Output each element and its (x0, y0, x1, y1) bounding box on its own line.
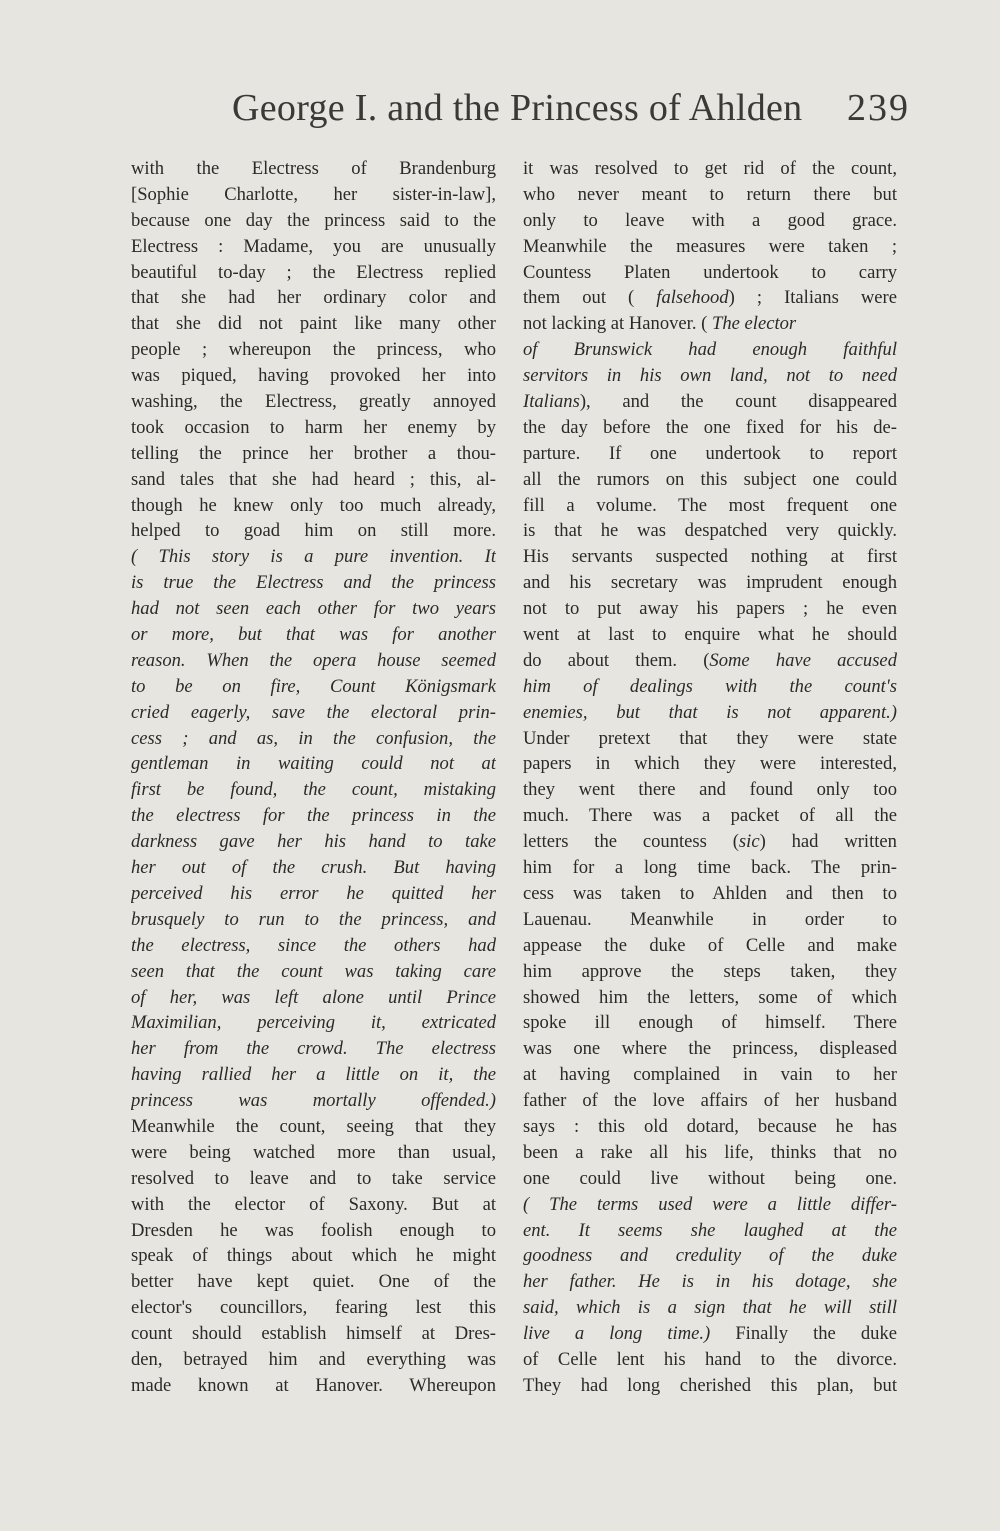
text-line: Maximilian, perceiving it, extricated (131, 1012, 496, 1034)
text-line: parture. If one undertook to report (523, 442, 897, 464)
text-line: or more, but that was for another (131, 624, 496, 646)
text-line: resolved to leave and to take service (131, 1167, 496, 1189)
text-segment: do about them. ( (523, 649, 710, 671)
text-line: goodness and credulity of the duke (523, 1245, 897, 1267)
text-line: elector's councillors, fearing lest this (131, 1297, 496, 1319)
text-line: brusquely to run to the princess, and (131, 908, 496, 930)
text-segment: ) had written (759, 831, 897, 853)
text-line: Lauenau. Meanwhile in order to (523, 908, 897, 930)
text-segment: Finally the duke (710, 1323, 897, 1345)
text-line: the electress, since the others had (131, 934, 496, 956)
text-line: father of the love affairs of her husband (523, 1090, 897, 1112)
text-line: washing, the Electress, greatly annoyed (131, 391, 496, 413)
text-line: Dresden he was foolish enough to (131, 1219, 496, 1241)
text-line: appease the duke of Celle and make (523, 934, 897, 956)
text-line: people ; whereupon the princess, who (131, 339, 496, 361)
text-line: is true the Electress and the princess (131, 572, 496, 594)
text-line: not to put away his papers ; he even (523, 598, 897, 620)
text-line: helped to goad him on still more. (131, 520, 496, 542)
text-line: to be on fire, Count Königsmark (131, 675, 496, 697)
text-line: her father. He is in his dotage, she (523, 1271, 897, 1293)
italic-segment: falsehood (656, 287, 729, 309)
text-segment: ) ; Italians were (728, 287, 897, 309)
text-line: the electress for the princess in the (131, 805, 496, 827)
text-line: him of dealings with the count's (523, 675, 897, 697)
text-line: speak of things about which he might (131, 1245, 496, 1267)
text-line: went at last to enquire what he should (523, 624, 897, 646)
text-line: Countess Platen undertook to carry (523, 261, 897, 283)
text-line: enemies, but that is not apparent.) (523, 701, 897, 723)
text-line: much. There was a packet of all the (523, 805, 897, 827)
text-line: cess ; and as, in the confusion, the (131, 727, 496, 749)
page-number: 239 (847, 87, 910, 129)
text-line: him approve the steps taken, they (523, 960, 897, 982)
text-line: ( This story is a pure invention. It (131, 546, 496, 568)
text-line: telling the prince her brother a thou- (131, 442, 496, 464)
left-text-column (131, 156, 496, 1399)
text-line: Electress : Madame, you are unusually (131, 235, 496, 257)
text-line: who never meant to return there but (523, 183, 897, 205)
text-line: darkness gave her his hand to take (131, 831, 496, 853)
text-segment: ), and the count disappeared (579, 391, 897, 413)
text-line: den, betrayed him and everything was (131, 1348, 496, 1370)
text-line: had not seen each other for two years (131, 598, 496, 620)
text-line: Under pretext that they were state (523, 727, 897, 749)
text-line: made known at Hanover. Whereupon (131, 1374, 496, 1396)
text-line (523, 311, 897, 337)
right-text-column (523, 156, 897, 1399)
text-line (523, 648, 897, 674)
text-line (523, 285, 897, 311)
text-line: at having complained in vain to her (523, 1064, 897, 1086)
text-line: only to leave with a good grace. (523, 209, 897, 231)
text-segment: them out ( (523, 287, 657, 309)
text-line: that she did not paint like many other (131, 313, 496, 335)
text-line: though he knew only too much already, (131, 494, 496, 516)
running-header (0, 86, 910, 146)
text-segment: not lacking at Hanover. ( (523, 313, 712, 335)
text-line: seen that the count was taking care (131, 960, 496, 982)
text-line: all the rumors on this subject one could (523, 468, 897, 490)
text-line: They had long cherished this plan, but (523, 1374, 897, 1396)
text-line: was piqued, having provoked her into (131, 365, 496, 387)
text-line: because one day the princess said to the (131, 209, 496, 231)
text-line: says : this old dotard, because he has (523, 1115, 897, 1137)
text-line: ent. It seems she laughed at the (523, 1219, 897, 1241)
text-line: with the elector of Saxony. But at (131, 1193, 496, 1215)
text-line: it was resolved to get rid of the count, (523, 158, 897, 179)
text-line: been a rake all his life, thinks that no (523, 1141, 897, 1163)
text-segment: letters the countess ( (523, 831, 739, 853)
text-line (523, 389, 897, 415)
text-line: perceived his error he quitted her (131, 882, 496, 904)
text-line: the day before the one fixed for his de- (523, 416, 897, 438)
text-line: better have kept quiet. One of the (131, 1271, 496, 1293)
text-line: took occasion to harm her enemy by (131, 416, 496, 438)
text-line: princess was mortally offended.) (131, 1090, 496, 1112)
text-line: Meanwhile the count, seeing that they (131, 1115, 496, 1137)
text-line: spoke ill enough of himself. There (523, 1012, 897, 1034)
text-line: fill a volume. The most frequent one (523, 494, 897, 516)
text-line: reason. When the opera house seemed (131, 649, 496, 671)
text-line: was one where the princess, displeased (523, 1038, 897, 1060)
text-line: His servants suspected nothing at first (523, 546, 897, 568)
text-line: is that he was despatched very quickly. (523, 520, 897, 542)
text-line: [Sophie Charlotte, her sister-in-law], (131, 183, 496, 205)
text-line: sand tales that she had heard ; this, al- (131, 468, 496, 490)
page-title: George I. and the Princess of Ahlden (232, 87, 803, 129)
text-line: they went there and found only too (523, 779, 897, 801)
text-line: and his secretary was imprudent enough (523, 572, 897, 594)
text-line: ( The terms used were a little differ- (523, 1193, 897, 1215)
text-line: one could live without being one. (523, 1167, 897, 1189)
text-line: her out of the crush. But having (131, 857, 496, 879)
text-line: were being watched more than usual, (131, 1141, 496, 1163)
text-line: of Brunswick had enough faithful (523, 339, 897, 361)
text-line: first be found, the count, mistaking (131, 779, 496, 801)
italic-segment: The elector (711, 313, 797, 335)
text-line: of her, was left alone until Prince (131, 986, 496, 1008)
text-line: with the Electress of Brandenburg (131, 158, 496, 179)
text-line (523, 1321, 897, 1347)
italic-segment: Some have accused (709, 649, 897, 671)
text-line: of Celle lent his hand to the divorce. (523, 1348, 897, 1370)
text-line: servitors in his own land, not to need (523, 365, 897, 387)
text-line: papers in which they were interested, (523, 753, 897, 775)
text-line: him for a long time back. The prin- (523, 857, 897, 879)
text-line: that she had her ordinary color and (131, 287, 496, 309)
italic-segment: live a long time.) (523, 1323, 711, 1345)
italic-segment: sic (738, 831, 760, 853)
text-line: beautiful to-day ; the Electress replied (131, 261, 496, 283)
text-line: gentleman in waiting could not at (131, 753, 496, 775)
text-line (523, 829, 897, 855)
text-line: cess was taken to Ahlden and then to (523, 882, 897, 904)
text-line: Meanwhile the measures were taken ; (523, 235, 897, 257)
text-line: said, which is a sign that he will still (523, 1297, 897, 1319)
italic-segment: Italians (523, 391, 580, 413)
text-line: having rallied her a little on it, the (131, 1064, 496, 1086)
text-line: showed him the letters, some of which (523, 986, 897, 1008)
text-line: count should establish himself at Dres- (131, 1323, 496, 1345)
text-line: her from the crowd. The electress (131, 1038, 496, 1060)
text-line: cried eagerly, save the electoral prin- (131, 701, 496, 723)
